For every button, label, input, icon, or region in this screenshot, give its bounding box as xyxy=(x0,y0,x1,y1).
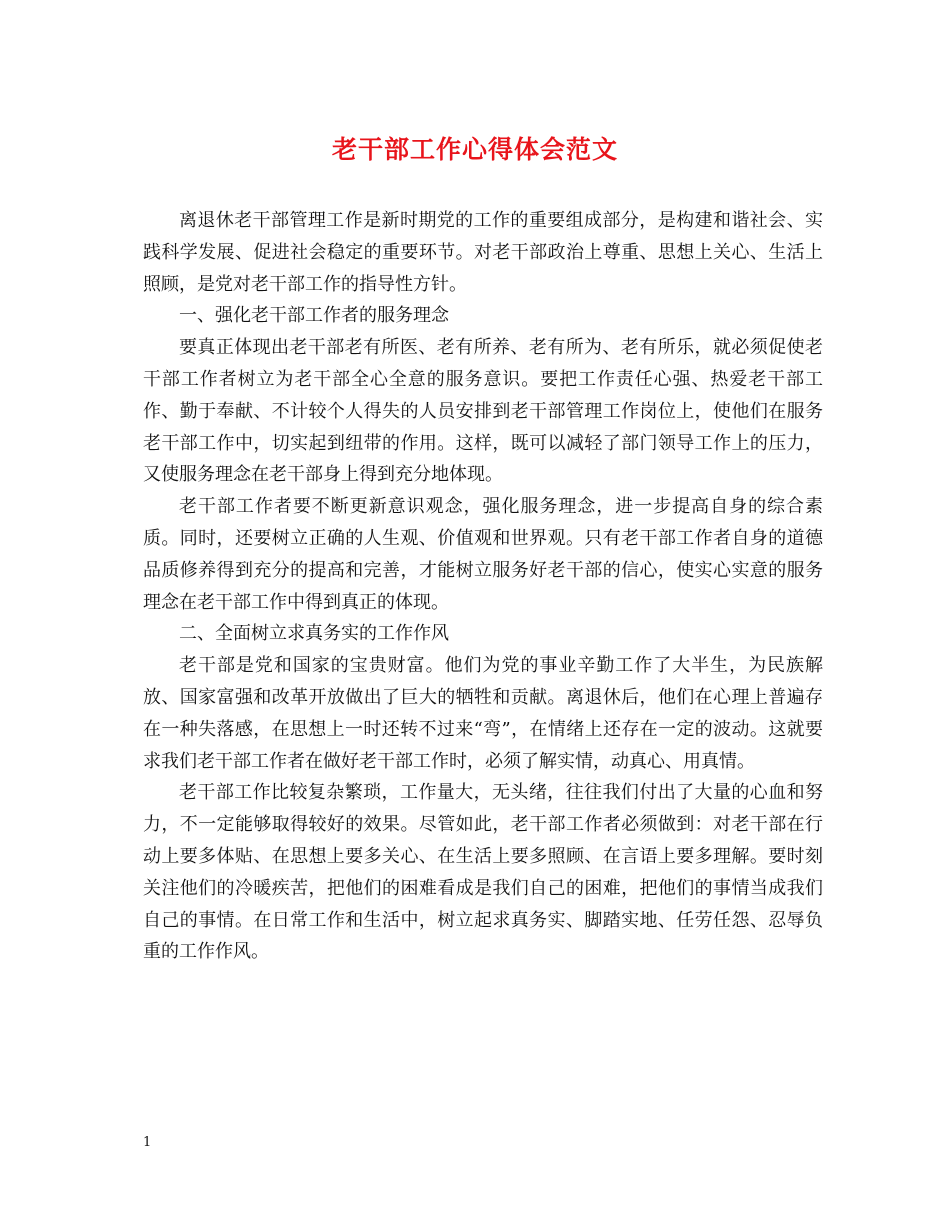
section-heading-2: 二、全面树立求真务实的工作作风 xyxy=(179,623,449,645)
document-title: 老干部工作心得体会范文 xyxy=(331,135,618,164)
section-1-paragraph-2: 老干部工作者要不断更新意识观念，强化服务理念，进一步提高自身的综合素质。同时，还要树立正确的人生观、价值观和世界观。只有老干部工作者自身的道德品质修养得到充分的提高和完善，才能树立服务好老干部的信心，使实心实意的服务理念在老干部工作中得到真正的体现。 xyxy=(143,496,823,613)
section-heading-1: 一、强化老干部工作者的服务理念 xyxy=(179,305,449,327)
section-2-paragraph-1: 老干部是党和国家的宝贵财富。他们为党的事业辛勤工作了大半生，为民族解放、国家富强和改革开放做出了巨大的牺牲和贡献。离退休后，他们在心理上普遍存在一种失落感，在思想上一时还转不过来“弯”，在情绪上还存在一定的波动。这就要求我们老干部工作者在做好老干部工作时，必须了解实情，动真心、用真情。 xyxy=(143,655,823,772)
section-1-paragraph-1: 要真正体现出老干部老有所医、老有所养、老有所为、老有所乐，就必须促使老干部工作者树立为老干部全心全意的服务意识。要把工作责任心强、热爱老干部工作、勤于奉献、不计较个人得失的人员安排到老干部管理工作岗位上，使他们在服务老干部工作中，切实起到纽带的作用。这样，既可以减轻了部门领导工作上的压力，又使服务理念在老干部身上得到充分地体现。 xyxy=(143,337,823,486)
intro-paragraph: 离退休老干部管理工作是新时期党的工作的重要组成部分，是构建和谐社会、实践科学发展、促进社会稳定的重要环节。对老干部政治上尊重、思想上关心、生活上照顾，是党对老干部工作的指导性方针。 xyxy=(143,210,823,295)
page-number: 1 xyxy=(143,1135,152,1150)
section-2-paragraph-2: 老干部工作比较复杂繁琐，工作量大，无头绪，往往我们付出了大量的心血和努力，不一定能够取得较好的效果。尽管如此，老干部工作者必须做到：对老干部在行动上要多体贴、在思想上要多关心、在生活上要多照顾、在言语上要多理解。要时刻关注他们的冷暖疾苦，把他们的困难看成是我们自己的困难，把他们的事情当成我们自己的事情。在日常工作和生活中，树立起求真务实、脚踏实地、任劳任怨、忍辱负重的工作作风。 xyxy=(143,782,823,963)
document-body xyxy=(143,205,823,968)
